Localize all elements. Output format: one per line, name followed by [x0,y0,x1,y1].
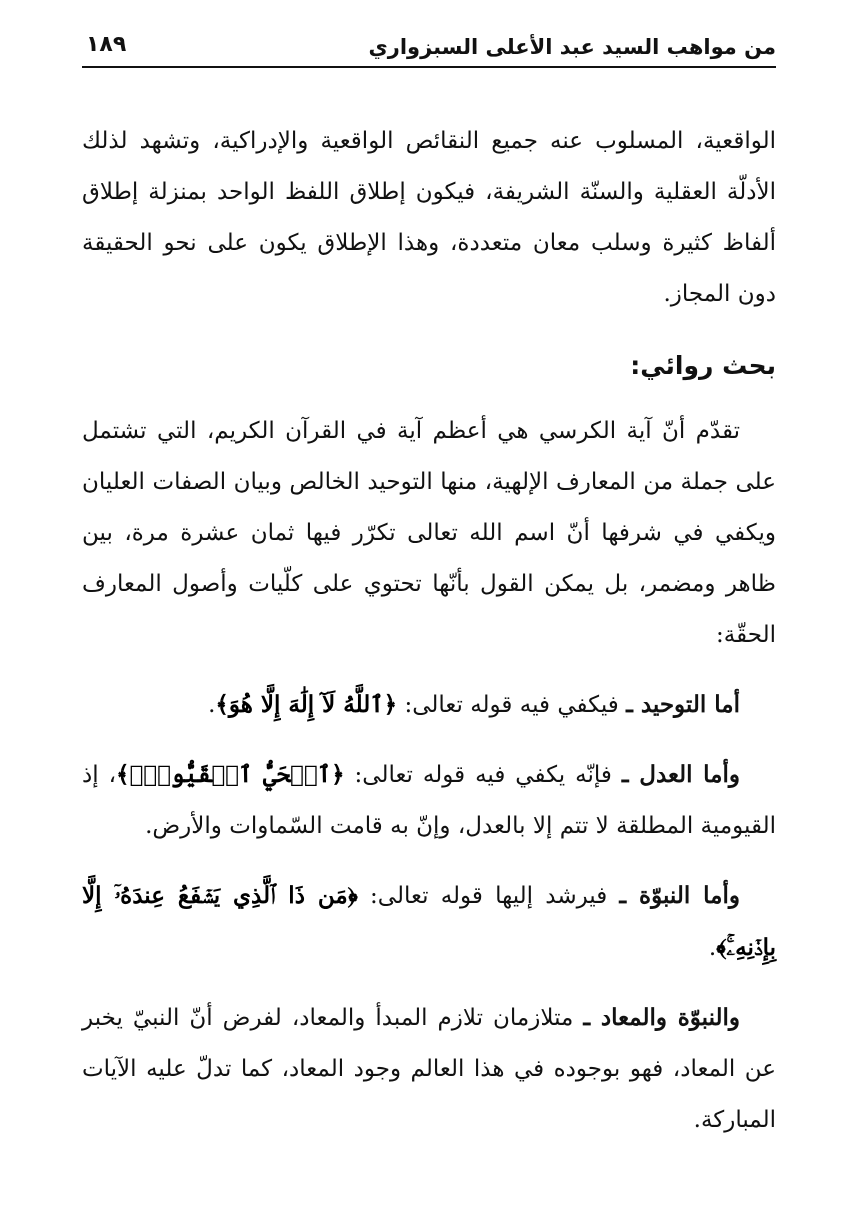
paragraph-tawhid-lead: أما التوحيد ـ [626,691,740,718]
paragraph-adl-lead: وأما العدل ـ [621,761,740,788]
running-header [82,26,776,68]
paragraph-adl-text: فإنّه يكفي فيه قوله تعالى: [344,762,622,788]
running-title: من مواهب السيد عبد الأعلى السبزواري [368,35,776,59]
page-body [82,68,776,1146]
paragraph-adl [82,749,776,852]
paragraph-2: تقدّم أنّ آية الكرسي هي أعظم آية في القرآن الكريم، التي تشتمل على جملة من المعارف الإلهية، منها التوحيد الخالص وبيان الصفات العليان ويكفي في شرفها أنّ اسم الله تعالى تكرّر فيها ثمان عشرة مرة، بين ظاهر ومضمر، بل يمكن القول بأنّها تحتوي على كلّيات وأصول المعارف الحقّة: [82,418,777,648]
quran-verse-tawhid: ﴿ٱللَّهُ لَآ إِلَٰهَ إِلَّا هُوَ﴾ [215,691,398,718]
quran-verse-nubuwwa: ﴿مَن ذَا ٱلَّذِي يَشۡفَعُ عِندَهُۥٓ إِلَّا بِإِذۡنِهِۦۚ﴾ [82,882,776,961]
paragraph-1: الواقعية، المسلوب عنه جميع النقائص الواقعية والإدراكية، وتشهد لذلك الأدلّة العقلية والسنّة الشريفة، فيكون إطلاق اللفظ الواحد بمنزلة إطلاق ألفاظ كثيرة وسلب معان متعددة، وهذا الإطلاق يكون على نحو الحقيقة دون المجاز. [82,128,776,307]
paragraph-tawhid-text: فيكفي فيه قوله تعالى: [397,692,627,718]
paragraph-nubuwwa [82,870,776,974]
paragraph-tawhid-end: . [208,692,216,718]
paragraph-tawhid [82,679,776,731]
paragraph-nubuwwa-end: . [708,935,717,961]
page-number: ١٨٩ [86,32,127,57]
paragraph-maad [82,992,776,1146]
paragraph-nubuwwa-lead: وأما النبوّة ـ [619,882,740,909]
paragraph-adl-end: ، إذ القيومية المطلقة لا تتم إلا بالعدل، وإنّ به قامت السّماوات والأرض. [82,762,776,839]
book-page [82,26,776,1216]
section-heading: بحث روائي: [630,351,776,380]
paragraph-nubuwwa-text: فيرشد إليها قوله تعالى: [357,883,620,909]
quran-verse-adl: ﴿ٱلۡحَيُّ ٱلۡقَيُّومُۚ﴾ [116,761,345,788]
paragraph-maad-text: متلازمان تلازم المبدأ والمعاد، لفرض أنّ النبيّ يخبر عن المعاد، فهو بوجوده في هذا العالم وجود المعاد، كما تدلّ عليه الآيات المباركة. [82,1005,776,1133]
paragraph-maad-lead: والنبوّة والمعاد ـ [583,1004,741,1031]
